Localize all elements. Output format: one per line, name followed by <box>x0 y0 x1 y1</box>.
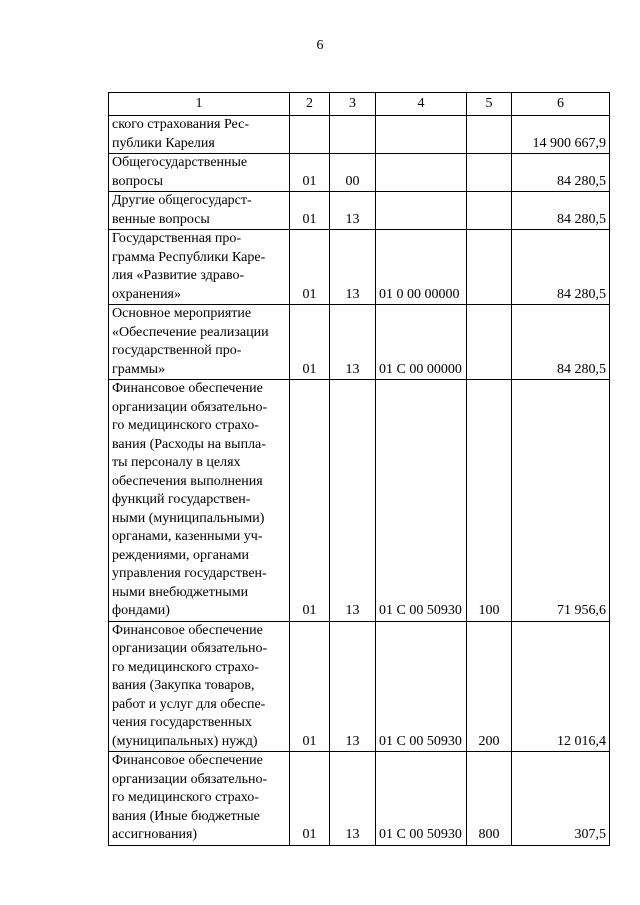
page-number: 6 <box>316 38 324 53</box>
row-name-line: вания (Закупка товаров, <box>112 678 255 693</box>
row-name-line: ными (муниципальными) <box>112 510 265 526</box>
row-name-line: ными внебюджетными <box>112 584 249 600</box>
row-name-line: вания (Иные бюджетные <box>112 808 260 824</box>
table-row <box>109 230 610 305</box>
row-name-cell <box>109 621 290 752</box>
row-name-line: функций государствен- <box>112 492 251 507</box>
table-row <box>109 192 610 230</box>
row-name-line: лия «Развитие здраво- <box>112 268 245 283</box>
row-name-line: организации обязательно- <box>112 641 268 656</box>
row-name-line: обеспечения выполнения <box>112 473 263 489</box>
subsection-code-cell: 13 <box>330 752 376 846</box>
row-name-line: Финансовое обеспечение <box>112 622 263 638</box>
budget-table <box>108 92 610 846</box>
row-name-line: граммы» <box>112 361 166 377</box>
row-name-line: организации обязательно- <box>112 399 268 415</box>
header-cell-1: 1 <box>109 93 290 116</box>
table-row <box>109 116 610 154</box>
expense-type-cell <box>467 230 512 305</box>
expense-type-cell <box>467 192 512 230</box>
row-name-cell <box>109 116 290 154</box>
row-name-line: ского страхования Рес- <box>112 117 249 132</box>
row-name-line: «Обеспечение реализации <box>112 324 269 340</box>
section-code-cell: 01 <box>290 305 330 380</box>
row-name-line: органами, казенными уч- <box>112 529 263 544</box>
row-name-line: вания (Расходы на выпла- <box>112 436 266 452</box>
row-name-cell <box>109 154 290 192</box>
amount-cell: 84 280,5 <box>512 192 610 230</box>
subsection-code-cell: 00 <box>330 154 376 192</box>
target-article-cell <box>376 154 467 192</box>
target-article-cell <box>376 192 467 230</box>
amount-cell: 84 280,5 <box>512 305 610 380</box>
expense-type-cell: 800 <box>467 752 512 846</box>
table-header-row <box>109 93 610 116</box>
header-cell-4: 4 <box>376 93 467 116</box>
target-article-cell <box>376 116 467 154</box>
section-code-cell <box>290 116 330 154</box>
subsection-code-cell: 13 <box>330 621 376 752</box>
header-cell-2: 2 <box>290 93 330 116</box>
row-name-line: государственной про- <box>112 343 242 358</box>
row-name-line: грамма Республики Каре- <box>112 249 266 265</box>
section-code-cell: 01 <box>290 154 330 192</box>
row-name-cell <box>109 192 290 230</box>
subsection-code-cell: 13 <box>330 192 376 230</box>
expense-type-cell <box>467 305 512 380</box>
row-name-cell <box>109 230 290 305</box>
header-cell-5: 5 <box>467 93 512 116</box>
row-name-line: Финансовое обеспечение <box>112 381 263 396</box>
row-name-line: ты персоналу в целях <box>112 455 241 470</box>
target-article-cell: 01 С 00 50930 <box>376 621 467 752</box>
row-name-line: работ и услуг для обеспе- <box>112 696 266 712</box>
row-name-line: го медицинского страхо- <box>112 659 259 675</box>
target-article-cell: 01 С 00 50930 <box>376 752 467 846</box>
row-name-line: управления государствен- <box>112 566 267 581</box>
table-row <box>109 621 610 752</box>
section-code-cell: 01 <box>290 380 330 622</box>
section-code-cell: 01 <box>290 230 330 305</box>
row-name-line: Другие общегосударст- <box>112 193 252 208</box>
header-cell-3: 3 <box>330 93 376 116</box>
row-name-line: го медицинского страхо- <box>112 418 259 433</box>
subsection-code-cell <box>330 116 376 154</box>
row-name-line: Государственная про- <box>112 231 242 246</box>
table-row <box>109 154 610 192</box>
row-name-line: (муниципальных) нужд) <box>112 733 258 749</box>
amount-cell: 84 280,5 <box>512 154 610 192</box>
row-name-line: Финансовое обеспечение <box>112 753 263 768</box>
row-name-line: реждениями, органами <box>112 547 250 563</box>
amount-cell: 307,5 <box>512 752 610 846</box>
row-name-line: ассигнования) <box>112 827 198 842</box>
target-article-cell: 01 С 00 50930 <box>376 380 467 622</box>
table-row <box>109 305 610 380</box>
section-code-cell: 01 <box>290 752 330 846</box>
row-name-line: охранения» <box>112 286 181 302</box>
table-row <box>109 752 610 846</box>
row-name-line: чения государственных <box>112 715 252 730</box>
row-name-line: организации обязательно- <box>112 771 268 787</box>
section-code-cell: 01 <box>290 192 330 230</box>
row-name-line: го медицинского страхо- <box>112 790 259 805</box>
expense-type-cell: 100 <box>467 380 512 622</box>
amount-cell: 14 900 667,9 <box>512 116 610 154</box>
row-name-line: вопросы <box>112 173 163 189</box>
row-name-cell <box>109 380 290 622</box>
expense-type-cell <box>467 154 512 192</box>
budget-table-body <box>109 93 610 846</box>
row-name-cell <box>109 752 290 846</box>
header-cell-6: 6 <box>512 93 610 116</box>
row-name-line: Основное мероприятие <box>112 306 252 321</box>
table-row <box>109 380 610 622</box>
amount-cell: 84 280,5 <box>512 230 610 305</box>
row-name-line: Общегосударственные <box>112 155 248 170</box>
expense-type-cell <box>467 116 512 154</box>
row-name-cell <box>109 305 290 380</box>
target-article-cell: 01 С 00 00000 <box>376 305 467 380</box>
row-name-line: публики Карелия <box>112 135 215 151</box>
target-article-cell: 01 0 00 00000 <box>376 230 467 305</box>
section-code-cell: 01 <box>290 621 330 752</box>
row-name-line: венные вопросы <box>112 211 210 227</box>
subsection-code-cell: 13 <box>330 380 376 622</box>
amount-cell: 12 016,4 <box>512 621 610 752</box>
row-name-line: фондами) <box>112 603 170 618</box>
subsection-code-cell: 13 <box>330 305 376 380</box>
amount-cell: 71 956,6 <box>512 380 610 622</box>
expense-type-cell: 200 <box>467 621 512 752</box>
subsection-code-cell: 13 <box>330 230 376 305</box>
